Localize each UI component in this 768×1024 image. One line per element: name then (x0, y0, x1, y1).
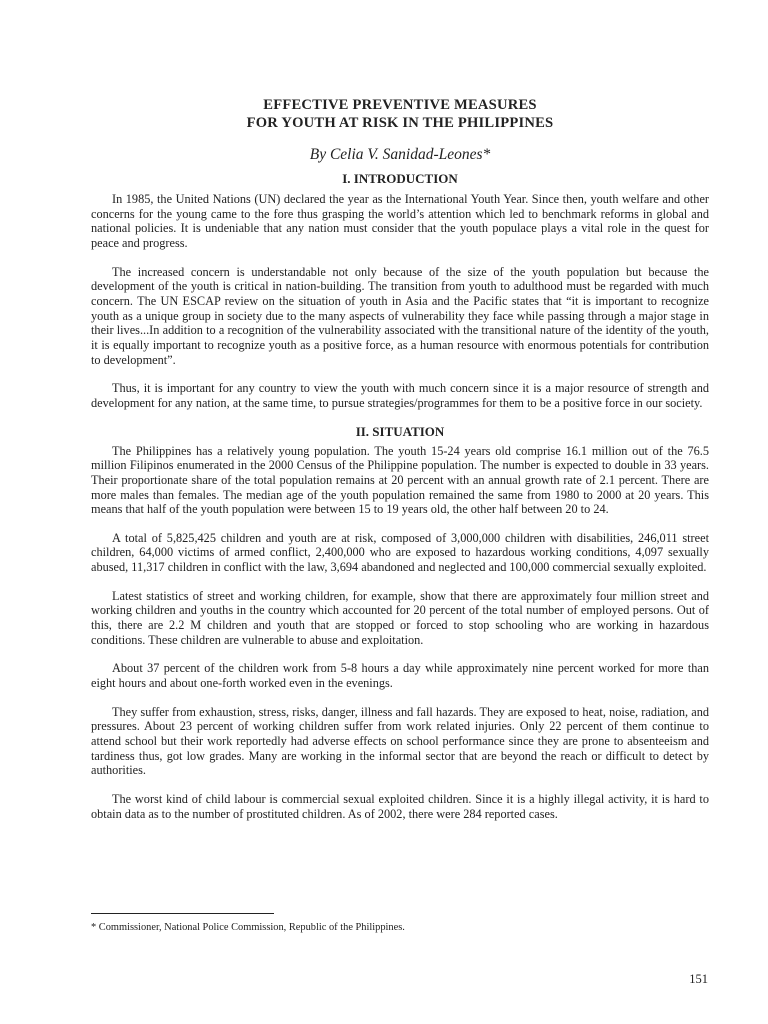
title-line-1: EFFECTIVE PREVENTIVE MEASURES (263, 97, 537, 113)
title-line-2: FOR YOUTH AT RISK IN THE PHILIPPINES (246, 115, 554, 131)
section-heading-situation: II. SITUATION (355, 423, 445, 439)
paragraph: The worst kind of child labour is commercial sexual exploited children. Since it is a highly illegal activity, it is hard to obtain data as to the number of prostituted children. As of 2002, there were 284 reported cases. (91, 792, 709, 821)
paragraph: They suffer from exhaustion, stress, risks, danger, illness and fall hazards. They are exposed to heat, noise, radiation, and pressures. About 23 percent of working children suffer from work related injuries. Only 22 percent of them continue to attend school but their work reportedly had adverse effects on school performance since they are prone to absenteeism and tardiness thus, got low grades. Many are working in the informal sector that are beyond the reach or difficult to detect by authorities. (91, 704, 709, 778)
page-body (91, 96, 709, 821)
footnote-divider (91, 913, 274, 914)
page-number: 151 (689, 972, 708, 986)
paragraph: Latest statistics of street and working children, for example, show that there are approximately four million street and working children and youths in the country which accounted for 20 percent of the total number of employed persons. Out of this, there are 2.2 M children and youth that are stopped or forced to stop schooling who are working in hazardous conditions. These children are vulnerable to abuse and exploitation. (91, 588, 709, 647)
paragraph: Thus, it is important for any country to view the youth with much concern since it is a major resource of strength and development for any nation, at the same time, to pursue strategies/programmes for them to be a positive force in our society. (91, 381, 709, 410)
footnote: * Commissioner, National Police Commission, Republic of the Philippines. (91, 922, 405, 933)
paragraph: The Philippines has a relatively young population. The youth 15-24 years old comprise 16.1 million out of the 76.5 million Filipinos enumerated in the 2000 Census of the Philippine population. The number is expected to double in 33 years. Their proportionate share of the total population remains at 20 percent with an annual growth rate of 2.1 percent. There are more males than females. The median age of the youth population remained the same from 1980 to 2000 at 20 years. This means that half of the youth population were between 15 to 19 years old, the other half between 20 to 24. (91, 443, 709, 517)
paragraph: A total of 5,825,425 children and youth are at risk, composed of 3,000,000 children with disabilities, 246,011 street children, 64,000 victims of armed conflict, 2,400,000 who are exposed to hazardous working conditions, 4,097 sexually abused, 11,317 children in conflict with the law, 3,694 abandoned and neglected and 100,000 commercial sexually exploited. (91, 530, 709, 575)
paragraph: In 1985, the United Nations (UN) declared the year as the International Youth Year. Since then, youth welfare and other concerns for the young came to the fore thus grasping the world’s attention which led to benchmark reforms in global and national policies. It is undeniable that any nation must consider that the youth populace plays a vital role in the quest for peace and progress. (91, 192, 709, 250)
paragraph: About 37 percent of the children work from 5-8 hours a day while approximately nine percent worked for more than eight hours and about one-forth worked even in the evenings. (91, 661, 709, 691)
author-byline: By Celia V. Sanidad-Leones* (309, 146, 491, 163)
paragraph: The increased concern is understandable not only because of the size of the youth population but because the development of the youth is critical in nation-building. The transition from youth to adulthood must be regarded with much concern. The UN ESCAP review on the situation of youth in Asia and the Pacific states that “it is important to recognize youth as a unique group in society due to the many aspects of vulnerability they face while passing through a major stage in their lives...In addition to a recognition of the vulnerability associated with the transitional nature of the identity of the youth, it is equally important to recognize youth as a positive force, as a human resource with enormous potentials for contribution to development”. (91, 264, 709, 367)
paper-title (91, 96, 709, 132)
section-heading-introduction: I. INTRODUCTION (342, 171, 458, 186)
